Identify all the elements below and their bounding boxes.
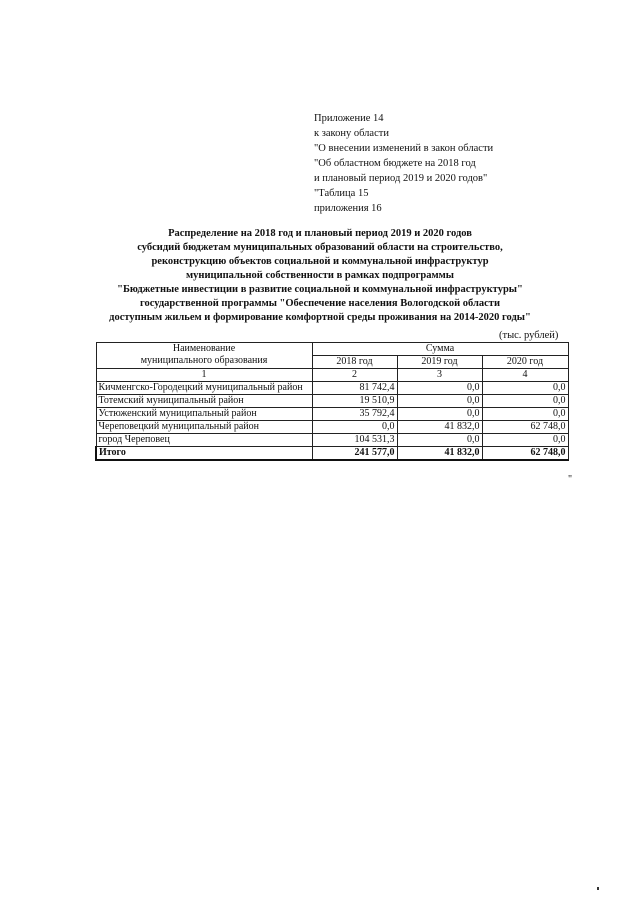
- appendix-line: приложения 16: [314, 203, 382, 214]
- total-row: [96, 447, 568, 461]
- table-row: [96, 421, 568, 434]
- title-line: реконструкцию объектов социальной и коммунальной инфраструктур: [151, 256, 489, 267]
- total-value-2020: 62 748,0: [482, 447, 568, 461]
- row-value-2020: 62 748,0: [482, 421, 568, 434]
- table-row: [96, 382, 568, 395]
- col-number: 1: [96, 369, 312, 382]
- table-header-row: [96, 343, 568, 356]
- row-name: город Череповец: [96, 434, 312, 447]
- scan-mark: [597, 887, 599, 890]
- row-value-2020: 0,0: [482, 395, 568, 408]
- row-value-2020: 0,0: [482, 434, 568, 447]
- header-year-2019: 2019 год: [397, 356, 482, 369]
- row-value-2018: 35 792,4: [312, 408, 397, 421]
- header-name-line2: муниципального образования: [140, 355, 268, 366]
- appendix-line: Приложение 14: [314, 113, 384, 124]
- col-number: 4: [482, 369, 568, 382]
- appendix-line: "О внесении изменений в закон области: [314, 143, 494, 154]
- title-line: Распределение на 2018 год и плановый период 2019 и 2020 годов: [168, 228, 472, 239]
- title-line: субсидий бюджетам муниципальных образований области на строительство,: [137, 242, 503, 253]
- document-title: [60, 227, 580, 325]
- row-value-2019: 41 832,0: [397, 421, 482, 434]
- header-year-2020: 2020 год: [482, 356, 568, 369]
- header-year-2018: 2018 год: [312, 356, 397, 369]
- row-value-2018: 19 510,9: [312, 395, 397, 408]
- appendix-line: и плановый период 2019 и 2020 годов": [314, 173, 488, 184]
- row-name: Устюженский муниципальный район: [96, 408, 312, 421]
- title-line: доступным жильем и формирование комфортной среды проживания на 2014-2020 годы": [109, 312, 531, 323]
- appendix-line: "Таблица 15: [314, 188, 369, 199]
- row-value-2019: 0,0: [397, 434, 482, 447]
- col-number: 2: [312, 369, 397, 382]
- table-row: [96, 408, 568, 421]
- table-row: [96, 434, 568, 447]
- row-name: Кичменгско-Городецкий муниципальный район: [96, 382, 312, 395]
- row-name: Череповецкий муниципальный район: [96, 421, 312, 434]
- header-name: [96, 343, 312, 369]
- title-line: "Бюджетные инвестиции в развитие социальной и коммунальной инфраструктуры": [117, 284, 523, 295]
- subsidy-table: [95, 342, 569, 461]
- units-label: (тыс. рублей): [499, 330, 559, 341]
- header-name-line1: Наименование: [172, 343, 236, 354]
- row-value-2020: 0,0: [482, 408, 568, 421]
- closing-quote: ": [568, 474, 573, 485]
- appendix-block: [314, 111, 564, 216]
- title-line: муниципальной собственности в рамках подпрограммы: [186, 270, 454, 281]
- appendix-line: к закону области: [314, 128, 389, 139]
- column-number-row: [96, 369, 568, 382]
- col-number: 3: [397, 369, 482, 382]
- table-row: [96, 395, 568, 408]
- row-value-2018: 0,0: [312, 421, 397, 434]
- row-value-2020: 0,0: [482, 382, 568, 395]
- row-value-2019: 0,0: [397, 395, 482, 408]
- row-value-2019: 0,0: [397, 382, 482, 395]
- total-value-2018: 241 577,0: [312, 447, 397, 461]
- row-value-2018: 104 531,3: [312, 434, 397, 447]
- appendix-line: "Об областном бюджете на 2018 год: [314, 158, 476, 169]
- title-line: государственной программы "Обеспечение населения Вологодской области: [139, 298, 500, 309]
- row-value-2019: 0,0: [397, 408, 482, 421]
- header-sum: Сумма: [312, 343, 568, 356]
- row-name: Тотемский муниципальный район: [96, 395, 312, 408]
- row-value-2018: 81 742,4: [312, 382, 397, 395]
- total-label: Итого: [96, 447, 312, 461]
- total-value-2019: 41 832,0: [397, 447, 482, 461]
